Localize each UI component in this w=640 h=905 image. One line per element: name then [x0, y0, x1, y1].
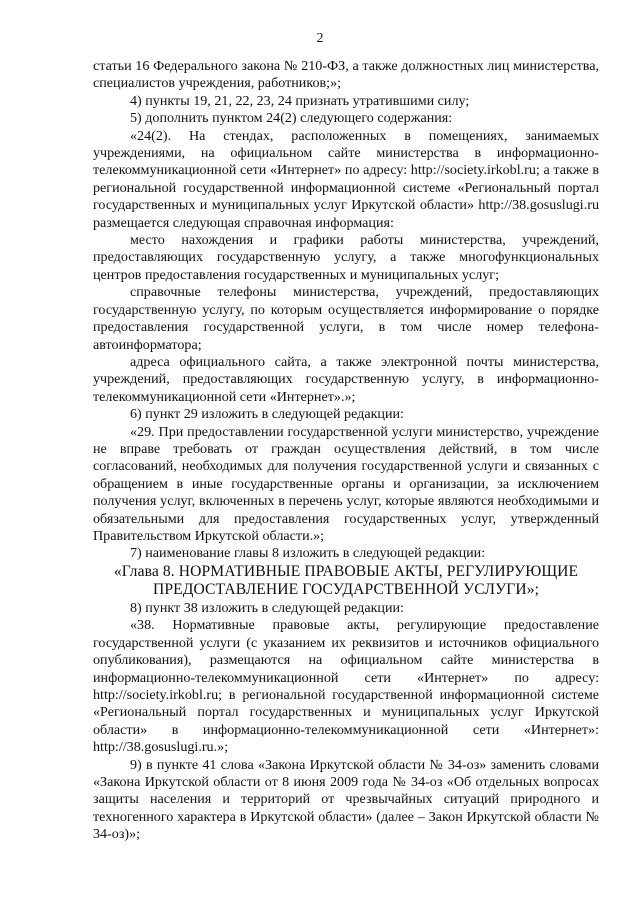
paragraph-item-7: 7) наименование главы 8 изложить в следующей редакции:: [130, 545, 486, 562]
document-body: [93, 58, 599, 844]
paragraph-item-4: 4) пункты 19, 21, 22, 23, 24 признать утратившими силу;: [130, 92, 470, 109]
paragraph-location-schedules: место нахождения и графики работы министерства, учреждений, предоставляющих государственную услугу, а также многофункциональных центров предоставления государственных и муниципальных услуг;: [93, 232, 599, 283]
paragraph-item-6: 6) пункт 29 изложить в следующей редакции:: [130, 406, 404, 423]
chapter-8-heading: «Глава 8. НОРМАТИВНЫЕ ПРАВОВЫЕ АКТЫ, РЕГУЛИРУЮЩИЕ ПРЕДОСТАВЛЕНИЕ ГОСУДАРСТВЕННОЙ УСЛУГИ»;: [113, 562, 579, 599]
paragraph-item-9: 9) в пункте 41 слова «Закона Иркутской области № 34-оз» заменить словами «Закона Иркутской области от 8 июня 2009 года № 34-оз «Об отдельных вопросах защиты населения и территорий от чрезвычайных ситуаций природного и техногенного характера в Иркутской области» (далее – Закон Иркутской области № 34-оз)»;: [93, 756, 599, 843]
paragraph-website-email: адреса официального сайта, а также электронной почты министерства, учреждений, предоставляющих государственную услугу, в информационно-телекоммуникационной сети «Интернет».»;: [93, 353, 599, 405]
paragraph-item-8: 8) пункт 38 изложить в следующей редакции:: [130, 599, 404, 616]
paragraph-reference-phones: справочные телефоны министерства, учреждений, предоставляющих государственную услугу, по которым осуществляется информирование о порядке предоставления государственной услуги, в том числе номер телефона-автоинформатора;: [93, 284, 599, 353]
paragraph-item-5: 5) дополнить пунктом 24(2) следующего содержания:: [130, 110, 453, 127]
page-number: 2: [316, 31, 324, 46]
paragraph-clause-29: «29. При предоставлении государственной услуги министерство, учреждение не вправе требовать от граждан осуществления действий, в том числе согласований, необходимых для получения государственной услуги и связанных с обращением в иные государственные органы и организации, за исключением получения услуг, включенных в перечень услуг, которые являются необходимыми и обязательными для предоставления государственных услуг, утвержденный Правительством Иркутской области.»;: [93, 423, 599, 544]
paragraph-clause-24-2: «24(2). На стендах, расположенных в помещениях, занимаемых учреждениями, на официальном сайте министерства в информационно-телекоммуникационной сети «Интернет» по адресу: http://society.irkobl.ru; а также в региональной государственной информационной системе «Региональный портал государственных и муниципальных услуг Иркутской области» http://38.gosuslugi.ru размещается следующая справочная информация:: [93, 127, 599, 231]
paragraph-statute-continuation: статьи 16 Федерального закона № 210-ФЗ, а также должностных лиц министерства, специалистов учреждения, работников;»;: [93, 58, 599, 92]
paragraph-clause-38: «38. Нормативные правовые акты, регулирующие предоставление государственной услуги (с указанием их реквизитов и источников официального опубликования), размещаются на официальном сайте министерства в информационно-телекоммуникационной сети «Интернет» по адресу: http://society.irkobl.ru; в региональной государственной информационной системе «Региональный портал государственных и муниципальных услуг Иркутской области» в информационно-телекоммуникационной сети «Интернет»: http://38.gosuslugi.ru.»;: [93, 617, 599, 756]
